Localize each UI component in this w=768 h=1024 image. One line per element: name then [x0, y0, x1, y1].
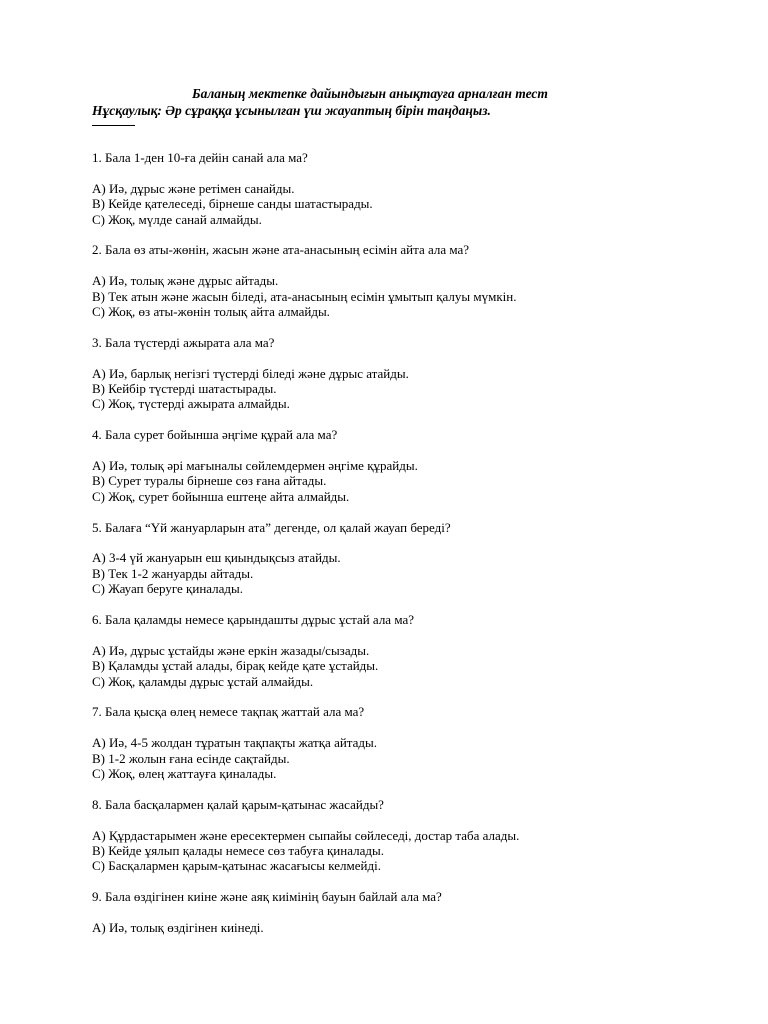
- question-text: 3. Бала түстерді ажырата ала ма?: [92, 334, 275, 350]
- instruction-text: Нұсқаулық: Әр сұраққа ұсынылған үш жауаптың бірін таңдаңыз.: [92, 103, 491, 118]
- answer-option: C) Жоқ, өлең жаттауға қиналады.: [92, 765, 277, 781]
- question-item: [92, 150, 712, 242]
- answer-option: A) Иә, толық және дұрыс айтады.: [92, 273, 279, 289]
- question-item: [92, 242, 712, 334]
- answer-option: A) Иә, барлық негізгі түстерді біледі және дұрыс атайды.: [92, 365, 409, 381]
- answer-option: C) Жоқ, қаламды дұрыс ұстай алмайды.: [92, 673, 314, 689]
- answer-option: A) Иә, толық өздігінен киінеді.: [92, 919, 264, 935]
- answer-option: A) Иә, толық әрі мағыналы сөйлемдермен әңгіме құрайды.: [92, 457, 418, 473]
- answer-option: A) 3-4 үй жануарын еш қиындықсыз атайды.: [92, 550, 341, 566]
- answer-option: C) Жоқ, түстерді ажырата алмайды.: [92, 396, 290, 412]
- question-item: [92, 335, 712, 427]
- question-text: 7. Бала қысқа өлең немесе тақпақ жаттай ала ма?: [92, 704, 365, 720]
- answer-option: C) Жоқ, мүлде санай алмайды.: [92, 211, 262, 227]
- answer-option: C) Жоқ, өз аты-жөнін толық айта алмайды.: [92, 303, 330, 319]
- answer-option: A) Құрдастарымен және ересектермен сыпайы сөйлеседі, достар таба алады.: [92, 827, 520, 843]
- answer-option: A) Иә, 4-5 жолдан тұратын тақпақты жатқа айтады.: [92, 735, 378, 751]
- question-text: 2. Бала өз аты-жөнін, жасын және ата-анасының есімін айта ала ма?: [92, 242, 470, 258]
- question-item: [92, 612, 712, 704]
- question-text: 8. Бала басқалармен қалай қарым-қатынас жасайды?: [92, 796, 384, 812]
- question-item: [92, 797, 712, 889]
- document-title: Баланың мектепке дайындығын анықтауға арналған тест: [192, 86, 548, 101]
- question-text: 5. Балаға “Үй жануарларын ата” дегенде, ол қалай жауап береді?: [92, 519, 451, 535]
- answer-option: B) Тек 1-2 жануарды айтады.: [92, 565, 254, 581]
- question-item: [92, 704, 712, 796]
- question-text: 4. Бала сурет бойынша әңгіме құрай ала ма?: [92, 427, 338, 443]
- answer-option: B) Кейде ұялып қалады немесе сөз табуға қиналады.: [92, 842, 384, 858]
- question-item: [92, 889, 712, 981]
- answer-option: C) Басқалармен қарым-қатынас жасағысы келмейді.: [92, 858, 381, 874]
- question-text: 1. Бала 1-ден 10-ға дейін санай ала ма?: [92, 150, 308, 165]
- answer-option: B) Кейде қателеседі, бірнеше санды шатастырады.: [92, 196, 373, 212]
- answer-option: A) Иә, дұрыс және ретімен санайды.: [92, 180, 295, 196]
- question-item: [92, 520, 712, 612]
- question-item: [92, 427, 712, 519]
- answer-option: A) Иә, дұрыс ұстайды және еркін жазады/сызады.: [92, 642, 370, 658]
- question-text: 9. Бала өздігінен киіне және аяқ киімінің бауын байлай ала ма?: [92, 889, 442, 905]
- divider-line: [92, 125, 135, 126]
- answer-option: B) Қаламды ұстай алады, бірақ кейде қате ұстайды.: [92, 658, 379, 674]
- answer-option: C) Жоқ, сурет бойынша ештеңе айта алмайды.: [92, 488, 350, 504]
- answer-option: B) Сурет туралы бірнеше сөз ғана айтады.: [92, 473, 327, 489]
- answer-option: B) Тек атын және жасын біледі, ата-анасының есімін ұмытып қалуы мүмкін.: [92, 288, 517, 304]
- answer-option: B) 1-2 жолын ғана есінде сақтайды.: [92, 750, 290, 766]
- question-text: 6. Бала қаламды немесе қарындашты дұрыс ұстай ала ма?: [92, 611, 414, 627]
- question-list: [92, 150, 712, 982]
- answer-option: B) Кейбір түстерді шатастырады.: [92, 380, 277, 396]
- answer-option: C) Жауап беруге қиналады.: [92, 581, 244, 597]
